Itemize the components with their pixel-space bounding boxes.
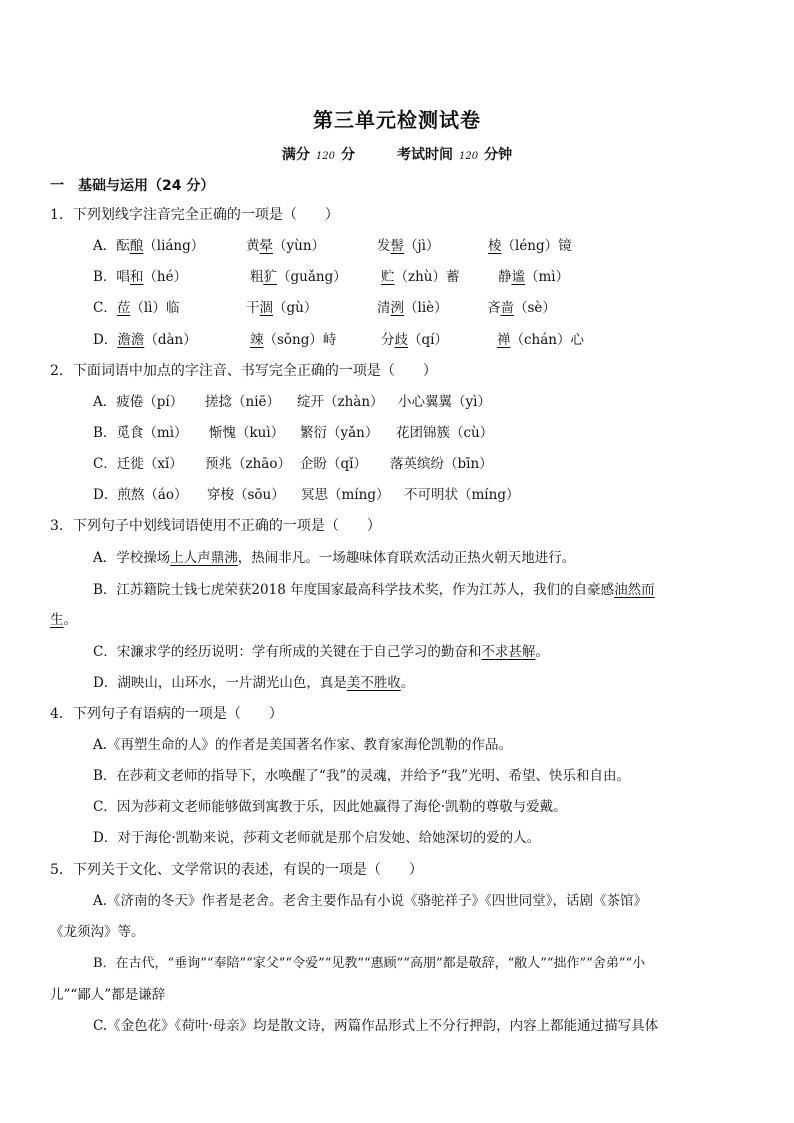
q1-option-c-item-4: 吝啬（sè） — [487, 300, 556, 316]
q5-option-c: C.《金色花》《荷叶·母亲》均是散文诗，两篇作品形式上不分行押韵，内容上都能通过描写具体 — [93, 1018, 659, 1034]
question-5-stem: 5．下列关于文化、文学常识的表述，有误的一项是（ ） — [50, 862, 423, 878]
q1-option-c-item-2: 干涸（gù） — [246, 300, 318, 316]
q2-option-c-item-3: 企盼（qǐ） — [300, 456, 367, 472]
q2-option-a-item-2: 搓捻（niē） — [205, 394, 281, 410]
q2-option-d-item-2: 穿梭（sōu） — [207, 487, 285, 503]
question-4-stem: 4．下列句子有语病的一项是（ ） — [50, 706, 283, 722]
q4-option-d: D．对于海伦·凯勒来说，莎莉文老师就是那个启发她、给她深切的爱的人。 — [93, 830, 541, 846]
q4-option-b: B．在莎莉文老师的指导下，水唤醒了“我”的灵魂，并给予“我”光明、希望、快乐和自由。 — [93, 768, 631, 784]
q2-option-d-item-4: 不可明状（míng） — [404, 487, 520, 503]
q1-option-a-item-3: 发髻（jì） — [377, 238, 440, 254]
q2-option-b-item-4: 花团锦簇（cù） — [396, 425, 494, 441]
q5-option-a-cont: 《龙须沟》等。 — [50, 924, 145, 940]
exam-info — [0, 144, 794, 164]
full-score-value: 120 — [315, 151, 335, 162]
q2-option-b-item-2: 惭愧（kuì） — [209, 425, 285, 441]
q2-option-b-item-3: 繁衍（yǎn） — [300, 425, 379, 441]
q2-option-d-item-3: 冥思（míng） — [301, 487, 390, 503]
exam-time-label: 考试时间 — [397, 147, 453, 163]
q1-option-a-item-1: A．酝酿（liáng） — [93, 238, 205, 254]
q2-option-a-item-3: 绽开（zhàn） — [297, 394, 384, 410]
q5-option-a: A.《济南的冬天》作者是老舍。老舍主要作品有小说《骆驼祥子》《四世同堂》，话剧《茶馆》 — [93, 893, 648, 909]
q1-option-c-item-3: 清洌（liè） — [377, 300, 448, 316]
exam-time-value: 120 — [459, 151, 479, 162]
q4-option-a: A.《再塑生命的人》的作者是美国著名作家、教育家海伦凯勒的作品。 — [93, 737, 513, 753]
q3-option-d: D．湖映山，山环水，一片湖光山色，真是美不胜收。 — [93, 675, 415, 691]
q3-option-c: C．宋濂求学的经历说明：学有所成的关键在于自己学习的勤奋和不求甚解。 — [93, 644, 549, 660]
q5-option-b-cont: 儿”“鄙人”都是谦辞 — [50, 987, 166, 1003]
q3-option-a: A．学校操场上人声鼎沸，热闹非凡。一场趣味体育联欢活动正热火朝天地进行。 — [93, 550, 576, 566]
q4-option-c: C．因为莎莉文老师能够做到寓教于乐，因此她赢得了海伦·凯勒的尊敬与爱戴。 — [93, 799, 567, 815]
q1-option-c-item-1: C．莅（lì）临 — [93, 300, 180, 316]
q2-option-a-item-4: 小心翼翼（yì） — [398, 394, 491, 410]
q1-option-a-item-2: 黄晕（yùn） — [246, 238, 326, 254]
full-score-label: 满分 — [281, 147, 310, 163]
q1-option-b-item-2: 粗犷（guǎng） — [250, 269, 347, 285]
q1-option-b-item-3: 贮（zhù）蓄 — [381, 269, 460, 285]
q1-option-b-item-1: B．唱和（hé） — [93, 269, 188, 285]
q3-option-b: B．江苏籍院士钱七虎荣获2018 年度国家最高科学技术奖，作为江苏人，我们的自豪感油然而 — [93, 582, 655, 598]
q2-option-a-item-1: A．疲倦（pí） — [93, 394, 184, 410]
section-heading: 一 基础与运用（24 分） — [50, 178, 215, 194]
question-3-stem: 3．下列句子中划线词语使用不正确的一项是（ ） — [50, 518, 381, 534]
question-1-stem: 1．下列划线字注音完全正确的一项是（ ） — [50, 207, 339, 223]
exam-time-unit: 分钟 — [484, 147, 513, 163]
q2-option-c-item-1: C．迁徙（xǐ） — [93, 456, 183, 472]
q3-option-b-cont: 生。 — [50, 612, 77, 628]
full-score-unit: 分 — [341, 147, 355, 163]
q2-option-c-item-4: 落英缤纷（bīn） — [390, 456, 493, 472]
q1-option-a-item-4: 棱（léng）镜 — [488, 238, 572, 254]
q1-option-d-item-2: 竦（sǒng）峙 — [250, 332, 337, 348]
question-2-stem: 2．下面词语中加点的字注音、书写完全正确的一项是（ ） — [50, 363, 437, 379]
q1-option-d-item-4: 禅（chán）心 — [497, 332, 584, 348]
q2-option-b-item-1: B．觅食（mì） — [93, 425, 188, 441]
q1-option-d-item-3: 分歧（qí） — [381, 332, 448, 348]
q2-option-d-item-1: D．煎熬（áo） — [93, 487, 188, 503]
q5-option-b: B．在古代，“垂询”“奉陪”“家父”“令爱”“见教”“惠顾”“高朋”都是敬辞，“敝人”“拙作”“舍弟”“小 — [93, 956, 646, 971]
q2-option-c-item-2: 预兆（zhāo） — [205, 456, 291, 472]
q1-option-b-item-4: 静谧（mì） — [498, 269, 570, 285]
q1-option-d-item-1: D．澹澹（dàn） — [93, 332, 197, 348]
page-title: 第三单元检测试卷 — [313, 108, 481, 132]
